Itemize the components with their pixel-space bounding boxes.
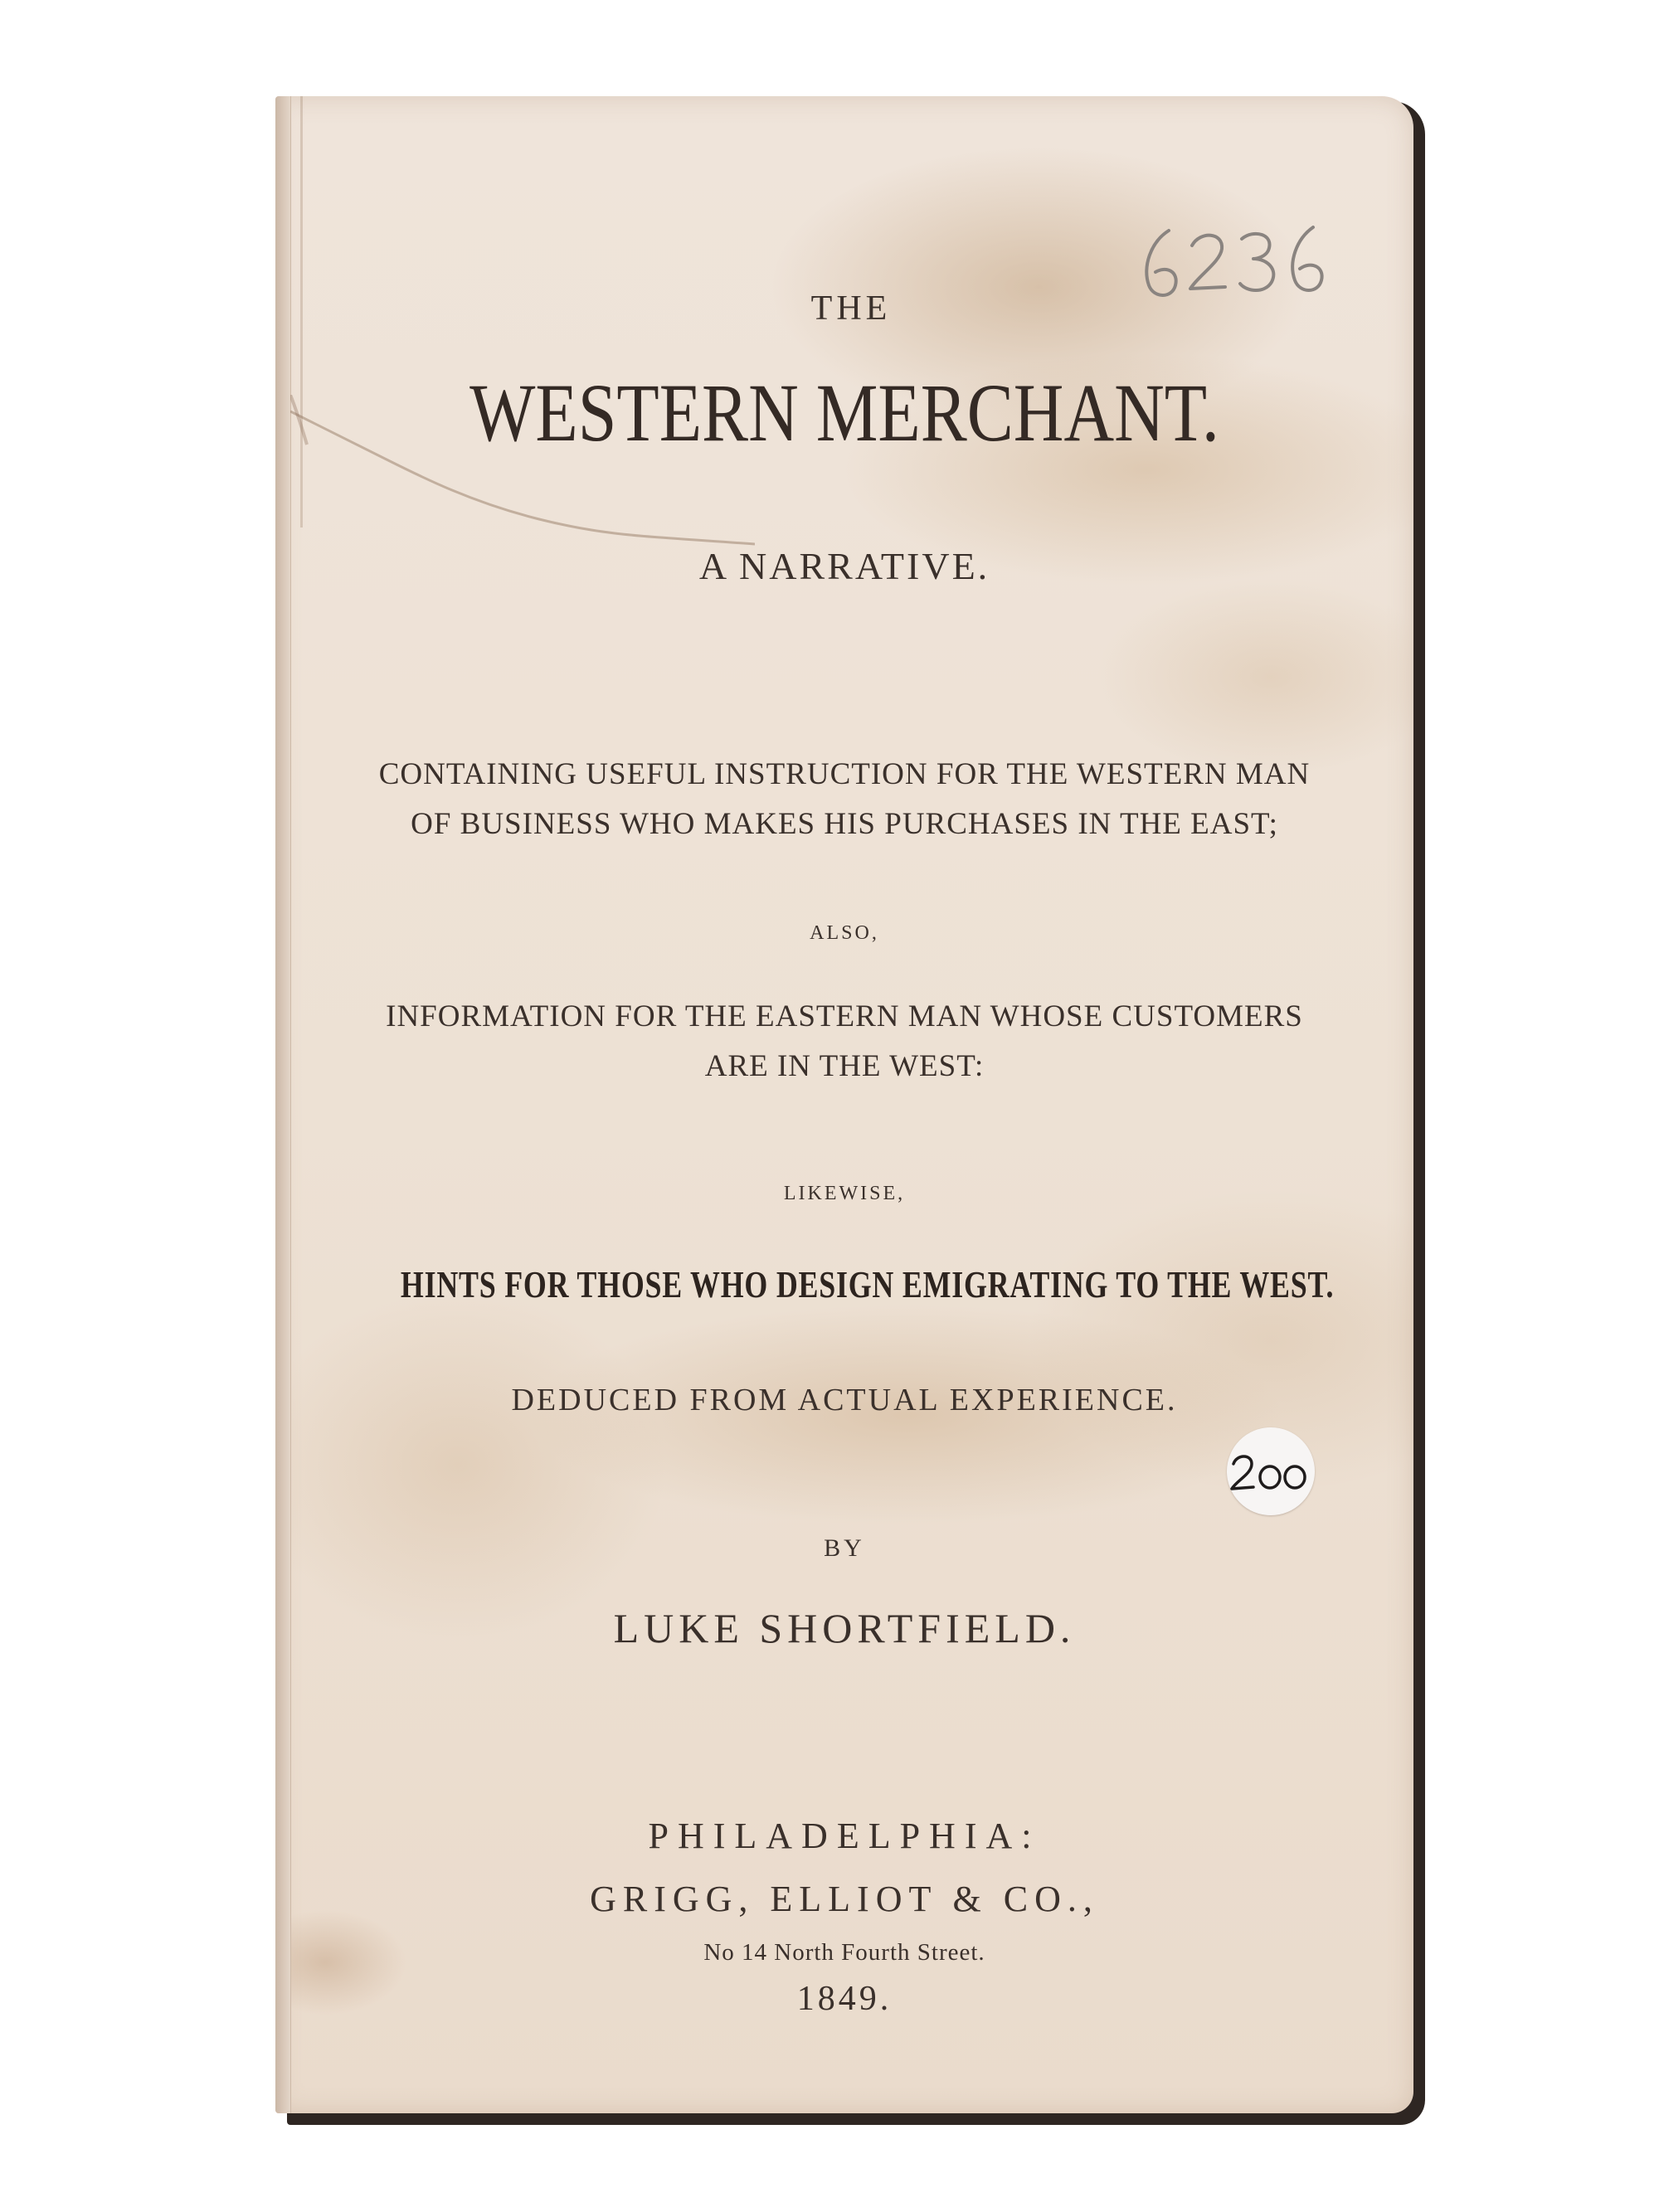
author-name: LUKE SHORTFIELD. (613, 1605, 1076, 1651)
price-sticker (1227, 1427, 1315, 1515)
publisher-name: GRIGG, ELLIOT & CO., (590, 1879, 1099, 1919)
title-page (275, 96, 1413, 2113)
information-line-1: INFORMATION FOR THE EASTERN MAN WHOSE CUSTOMERS (386, 999, 1303, 1033)
publisher-city: PHILADELPHIA: (648, 1816, 1041, 1856)
sticker-handwriting (1227, 1427, 1315, 1515)
description-block (275, 750, 1413, 849)
likewise-label: LIKEWISE, (783, 1183, 906, 1204)
book-subtitle: A NARRATIVE. (698, 545, 990, 587)
information-block (275, 992, 1413, 1091)
deduced-line: DEDUCED FROM ACTUAL EXPERIENCE. (511, 1383, 1178, 1417)
hints-line: HINTS FOR THOSE WHO DESIGN EMIGRATING TO THE WEST. (400, 1263, 1335, 1305)
also-label: ALSO, (810, 922, 879, 944)
description-line-1: CONTAINING USEFUL INSTRUCTION FOR THE WESTERN MAN (378, 757, 1311, 791)
information-line-2: ARE IN THE WEST: (704, 1049, 985, 1083)
book-title: WESTERN MERCHANT. (469, 367, 1219, 459)
publisher-address: No 14 North Fourth Street. (703, 1939, 985, 1966)
by-label: BY (824, 1534, 865, 1562)
description-line-2: OF BUSINESS WHO MAKES HIS PURCHASES IN THE EAST; (411, 807, 1278, 841)
title-article: THE (810, 289, 892, 328)
publication-year: 1849. (796, 1980, 893, 2018)
pencil-inventory-number (1121, 206, 1370, 322)
spine-edge (275, 96, 291, 2113)
